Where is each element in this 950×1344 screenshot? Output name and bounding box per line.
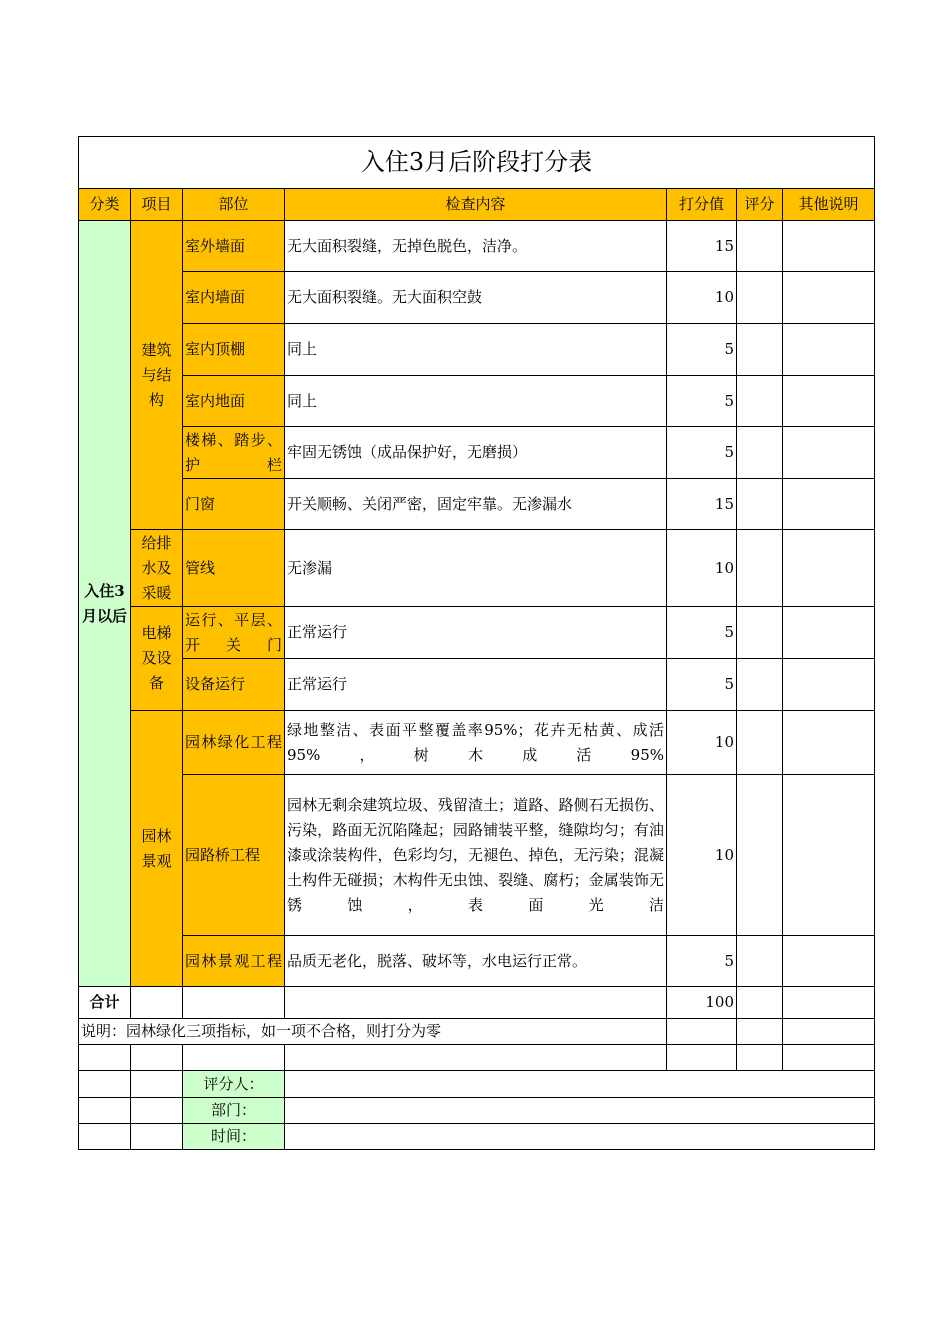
empty-cell <box>737 1045 783 1071</box>
content-cell: 园林无剩余建筑垃圾、残留渣土；道路、路侧石无损伤、污染，路面无沉陷隆起；园路铺装平整，缝隙均匀；有油漆或涂装构件，色彩均匀，无褪色、掉色，无污染；混凝土构件无碰损；木构件无虫蚀、裂缝、腐朽；金属装饰无锈蚀，表面光洁 <box>285 775 667 936</box>
blank-row <box>79 1045 875 1071</box>
category-cell: 入住3月以后 <box>79 221 131 987</box>
part-cell: 园林绿化工程 <box>183 711 285 775</box>
sign-row-dept <box>79 1098 875 1124</box>
empty-cell <box>783 1019 875 1045</box>
table-row <box>79 324 875 376</box>
part-cell: 管线 <box>183 530 285 607</box>
rating-cell[interactable] <box>737 711 783 775</box>
score-cell: 5 <box>667 324 737 376</box>
time-label: 时间： <box>183 1124 285 1150</box>
table-row <box>79 376 875 427</box>
empty-cell <box>285 1045 667 1071</box>
rating-cell[interactable] <box>737 324 783 376</box>
total-row <box>79 987 875 1019</box>
group-cell: 给排水及采暖 <box>131 530 183 607</box>
empty-cell <box>285 987 667 1019</box>
table-row <box>79 936 875 987</box>
empty-cell <box>783 1045 875 1071</box>
sign-row-rater <box>79 1071 875 1098</box>
remarks-cell[interactable] <box>783 221 875 272</box>
header-category: 分类 <box>79 189 131 221</box>
time-field[interactable] <box>285 1124 875 1150</box>
table-row <box>79 221 875 272</box>
score-cell: 10 <box>667 530 737 607</box>
score-cell: 5 <box>667 376 737 427</box>
rating-cell[interactable] <box>737 659 783 711</box>
title-row <box>79 137 875 189</box>
empty-cell <box>737 1019 783 1045</box>
rating-cell[interactable] <box>737 221 783 272</box>
rating-cell[interactable] <box>737 775 783 936</box>
empty-cell <box>79 1045 131 1071</box>
remarks-cell[interactable] <box>783 987 875 1019</box>
rating-cell[interactable] <box>737 272 783 324</box>
remarks-cell[interactable] <box>783 272 875 324</box>
empty-cell <box>667 1019 737 1045</box>
part-cell: 设备运行 <box>183 659 285 711</box>
empty-cell <box>667 1045 737 1071</box>
score-cell: 15 <box>667 479 737 530</box>
rating-cell[interactable] <box>737 530 783 607</box>
group-cell: 园林景观 <box>131 711 183 987</box>
header-content: 检查内容 <box>285 189 667 221</box>
rating-cell[interactable] <box>737 479 783 530</box>
content-cell: 无大面积裂缝，无掉色脱色，洁净。 <box>285 221 667 272</box>
content-cell: 正常运行 <box>285 659 667 711</box>
part-cell: 园林景观工程 <box>183 936 285 987</box>
score-cell: 10 <box>667 272 737 324</box>
part-cell: 运行、平层、开关门 <box>183 607 285 659</box>
empty-cell <box>79 1071 131 1098</box>
part-cell: 室内墙面 <box>183 272 285 324</box>
rater-field[interactable] <box>285 1071 875 1098</box>
part-cell: 室内地面 <box>183 376 285 427</box>
header-row <box>79 189 875 221</box>
part-cell: 园路桥工程 <box>183 775 285 936</box>
content-cell: 品质无老化，脱落、破坏等，水电运行正常。 <box>285 936 667 987</box>
remarks-cell[interactable] <box>783 711 875 775</box>
table-row <box>79 775 875 936</box>
rating-cell[interactable] <box>737 607 783 659</box>
score-cell: 10 <box>667 775 737 936</box>
empty-cell <box>79 1124 131 1150</box>
remarks-cell[interactable] <box>783 324 875 376</box>
part-cell: 楼梯、踏步、护栏 <box>183 427 285 479</box>
rating-cell[interactable] <box>737 427 783 479</box>
header-rating: 评分 <box>737 189 783 221</box>
group-cell: 建筑与结构 <box>131 221 183 530</box>
content-cell: 绿地整洁、表面平整覆盖率95%；花卉无枯黄、成活95%，树木成活95% <box>285 711 667 775</box>
note-row <box>79 1019 875 1045</box>
page-title: 入住3月后阶段打分表 <box>79 137 875 189</box>
header-remarks: 其他说明 <box>783 189 875 221</box>
content-cell: 同上 <box>285 376 667 427</box>
score-cell: 10 <box>667 711 737 775</box>
remarks-cell[interactable] <box>783 530 875 607</box>
remarks-cell[interactable] <box>783 936 875 987</box>
dept-label: 部门： <box>183 1098 285 1124</box>
header-item: 项目 <box>131 189 183 221</box>
rating-cell[interactable] <box>737 987 783 1019</box>
remarks-cell[interactable] <box>783 659 875 711</box>
table-row <box>79 659 875 711</box>
sign-row-time <box>79 1124 875 1150</box>
table-row <box>79 479 875 530</box>
score-cell: 5 <box>667 427 737 479</box>
content-cell: 同上 <box>285 324 667 376</box>
table-row <box>79 272 875 324</box>
empty-cell <box>183 1045 285 1071</box>
score-table <box>78 136 875 1150</box>
score-cell: 15 <box>667 221 737 272</box>
empty-cell <box>183 987 285 1019</box>
total-value: 100 <box>667 987 737 1019</box>
empty-cell <box>79 1098 131 1124</box>
empty-cell <box>131 1124 183 1150</box>
remarks-cell[interactable] <box>783 479 875 530</box>
empty-cell <box>131 1098 183 1124</box>
part-cell: 室外墙面 <box>183 221 285 272</box>
table-row <box>79 530 875 607</box>
score-cell: 5 <box>667 607 737 659</box>
empty-cell <box>131 1071 183 1098</box>
content-cell: 无大面积裂缝。无大面积空鼓 <box>285 272 667 324</box>
remarks-cell[interactable] <box>783 376 875 427</box>
remarks-cell[interactable] <box>783 775 875 936</box>
remarks-cell[interactable] <box>783 427 875 479</box>
content-cell: 开关顺畅、关闭严密，固定牢靠。无渗漏水 <box>285 479 667 530</box>
note-text: 说明：园林绿化三项指标，如一项不合格，则打分为零 <box>79 1019 667 1045</box>
part-cell: 室内顶棚 <box>183 324 285 376</box>
score-cell: 5 <box>667 936 737 987</box>
content-cell: 牢固无锈蚀（成品保护好，无磨损） <box>285 427 667 479</box>
part-cell: 门窗 <box>183 479 285 530</box>
group-cell: 电梯及设备 <box>131 607 183 711</box>
table-row <box>79 427 875 479</box>
total-label: 合计 <box>79 987 131 1019</box>
table-row <box>79 607 875 659</box>
header-part: 部位 <box>183 189 285 221</box>
rating-cell[interactable] <box>737 376 783 427</box>
empty-cell <box>131 1045 183 1071</box>
empty-cell <box>131 987 183 1019</box>
score-cell: 5 <box>667 659 737 711</box>
table-row <box>79 711 875 775</box>
rater-label: 评分人： <box>183 1071 285 1098</box>
dept-field[interactable] <box>285 1098 875 1124</box>
remarks-cell[interactable] <box>783 607 875 659</box>
content-cell: 无渗漏 <box>285 530 667 607</box>
header-score-value: 打分值 <box>667 189 737 221</box>
content-cell: 正常运行 <box>285 607 667 659</box>
rating-cell[interactable] <box>737 936 783 987</box>
